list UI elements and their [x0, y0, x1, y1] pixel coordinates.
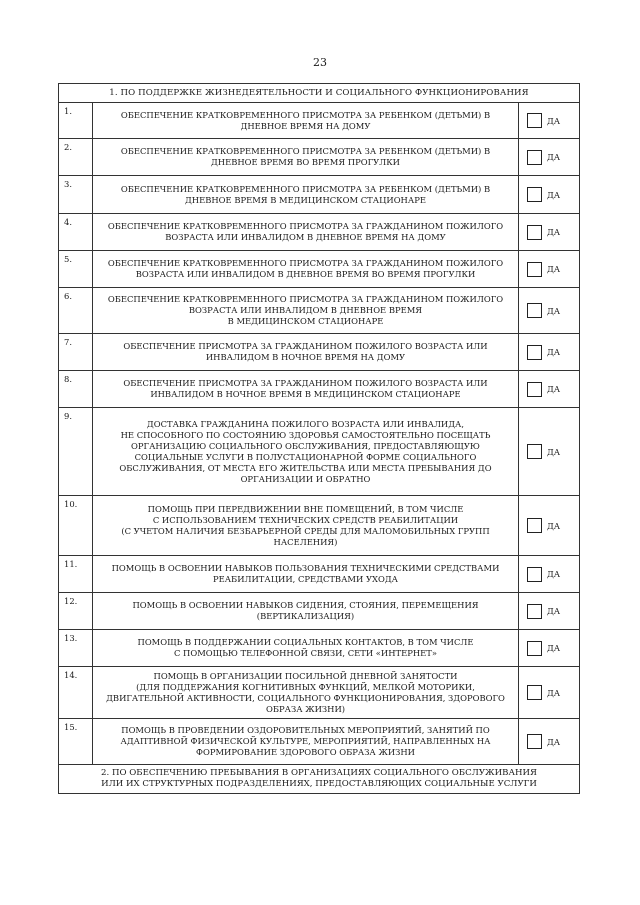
service-description	[93, 103, 519, 138]
description-line: ОБЕСПЕЧЕНИЕ ПРИСМОТРА ЗА ГРАЖДАНИНОМ ПОЖИЛОГО ВОЗРАСТА ИЛИ	[123, 378, 488, 388]
yes-option	[519, 251, 579, 287]
yes-checkbox[interactable]	[527, 685, 542, 700]
yes-checkbox[interactable]	[527, 113, 542, 128]
description-line: (ДЛЯ ПОДДЕРЖАНИЯ КОГНИТИВНЫХ ФУНКЦИЙ, МЕЛКОЙ МОТОРИКИ,	[136, 681, 475, 692]
service-description	[93, 667, 519, 718]
service-description	[93, 214, 519, 250]
service-row	[59, 593, 579, 630]
service-row	[59, 371, 579, 408]
yes-checkbox[interactable]	[527, 604, 542, 619]
yes-checkbox[interactable]	[527, 641, 542, 656]
yes-option	[519, 103, 579, 138]
description-line: С ПОМОЩЬЮ ТЕЛЕФОННОЙ СВЯЗИ, СЕТИ «ИНТЕРНЕТ»	[173, 648, 438, 658]
yes-label: ДА	[547, 606, 561, 616]
description-line: ОБЕСПЕЧЕНИЕ КРАТКОВРЕМЕННОГО ПРИСМОТРА ЗА ГРАЖДАНИНОМ ПОЖИЛОГО	[107, 258, 504, 268]
description-line: ПОМОЩЬ В ПРОВЕДЕНИИ ОЗДОРОВИТЕЛЬНЫХ МЕРОПРИЯТИЙ, ЗАНЯТИЙ ПО	[121, 725, 490, 735]
row-number: 7.	[59, 334, 93, 370]
yes-option	[519, 496, 579, 555]
description-line: ДОСТАВКА ГРАЖДАНИНА ПОЖИЛОГО ВОЗРАСТА ИЛИ ИНВАЛИДА,	[146, 418, 465, 429]
description-line: ИНВАЛИДОМ В НОЧНОЕ ВРЕМЯ НА ДОМУ	[205, 352, 406, 362]
section-2-title-line: 2. ПО ОБЕСПЕЧЕНИЮ ПРЕБЫВАНИЯ В ОРГАНИЗАЦИЯХ СОЦИАЛЬНОГО ОБСЛУЖИВАНИЯ	[101, 768, 537, 778]
yes-label: ДА	[547, 189, 561, 200]
service-description	[93, 251, 519, 287]
row-number: 3.	[59, 176, 93, 213]
row-number: 11.	[59, 556, 93, 592]
yes-checkbox[interactable]	[527, 262, 542, 277]
yes-option	[519, 334, 579, 370]
service-description	[93, 556, 519, 592]
description-line: ОБЕСПЕЧЕНИЕ КРАТКОВРЕМЕННОГО ПРИСМОТРА ЗА ГРАЖДАНИНОМ ПОЖИЛОГО	[107, 294, 504, 304]
row-number: 12.	[59, 593, 93, 629]
description-line: ДВИГАТЕЛЬНОЙ АКТИВНОСТИ, СОЦИАЛЬНОГО ФУНКЦИОНИРОВАНИЯ, ЗДОРОВОГО	[106, 692, 505, 703]
yes-checkbox[interactable]	[527, 150, 542, 165]
yes-checkbox[interactable]	[527, 518, 542, 533]
service-row	[59, 496, 579, 556]
service-row	[59, 288, 579, 334]
description-line: ДНЕВНОЕ ВРЕМЯ ВО ВРЕМЯ ПРОГУЛКИ	[210, 157, 400, 167]
yes-label: ДА	[547, 347, 561, 357]
service-description	[93, 496, 519, 555]
description-line: ВОЗРАСТА ИЛИ ИНВАЛИДОМ В ДНЕВНОЕ ВРЕМЯ НА ДОМУ	[165, 232, 446, 242]
row-number: 8.	[59, 371, 93, 407]
row-number: 6.	[59, 288, 93, 333]
service-description	[93, 334, 519, 370]
description-line: НЕ СПОСОБНОГО ПО СОСТОЯНИЮ ЗДОРОВЬЯ САМОСТОЯТЕЛЬНО ПОСЕЩАТЬ	[120, 429, 491, 440]
service-description	[93, 408, 519, 495]
yes-checkbox[interactable]	[527, 567, 542, 582]
yes-label: ДА	[547, 446, 561, 457]
description-line: ОБЕСПЕЧЕНИЕ ПРИСМОТРА ЗА ГРАЖДАНИНОМ ПОЖИЛОГО ВОЗРАСТА ИЛИ	[123, 341, 488, 351]
row-number: 9.	[59, 408, 93, 495]
yes-label: ДА	[547, 520, 561, 531]
description-line: ПОМОЩЬ В ОСВОЕНИИ НАВЫКОВ ПОЛЬЗОВАНИЯ ТЕХНИЧЕСКИМИ СРЕДСТВАМИ	[111, 563, 500, 573]
yes-label: ДА	[547, 115, 561, 126]
yes-label: ДА	[547, 264, 561, 274]
yes-option	[519, 176, 579, 213]
row-number: 1.	[59, 103, 93, 138]
service-description	[93, 176, 519, 213]
description-line: ВОЗРАСТА ИЛИ ИНВАЛИДОМ В ДНЕВНОЕ ВРЕМЯ	[188, 305, 423, 315]
yes-checkbox[interactable]	[527, 187, 542, 202]
row-number: 13.	[59, 630, 93, 666]
row-number: 5.	[59, 251, 93, 287]
section-1-title: 1. ПО ПОДДЕРЖКЕ ЖИЗНЕДЕЯТЕЛЬНОСТИ И СОЦИАЛЬНОГО ФУНКЦИОНИРОВАНИЯ	[59, 84, 579, 103]
section-2-title-line: ИЛИ ИХ СТРУКТУРНЫХ ПОДРАЗДЕЛЕНИЯХ, ПРЕДОСТАВЛЯЮЩИХ СОЦИАЛЬНЫЕ УСЛУГИ	[101, 779, 537, 789]
description-line: (ВЕРТИКАЛИЗАЦИЯ)	[256, 611, 355, 621]
service-description	[93, 630, 519, 666]
service-row	[59, 139, 579, 176]
service-description	[93, 593, 519, 629]
description-line: ОБЕСПЕЧЕНИЕ КРАТКОВРЕМЕННОГО ПРИСМОТРА ЗА ГРАЖДАНИНОМ ПОЖИЛОГО	[107, 221, 504, 231]
yes-checkbox[interactable]	[527, 303, 542, 318]
description-line: СОЦИАЛЬНЫЕ УСЛУГИ В ПОЛУСТАЦИОНАРНОЙ ФОРМЕ СОЦИАЛЬНОГО	[134, 451, 477, 462]
yes-label: ДА	[547, 736, 561, 747]
description-line: ОБЕСПЕЧЕНИЕ КРАТКОВРЕМЕННОГО ПРИСМОТРА ЗА РЕБЕНКОМ (ДЕТЬМИ) В	[120, 183, 491, 194]
yes-checkbox[interactable]	[527, 345, 542, 360]
description-line: НАСЕЛЕНИЯ)	[273, 536, 338, 547]
yes-checkbox[interactable]	[527, 734, 542, 749]
description-line: ОРГАНИЗАЦИИ И ОБРАТНО	[240, 473, 371, 484]
section-2-title	[59, 765, 579, 793]
yes-label: ДА	[547, 384, 561, 394]
description-line: ИНВАЛИДОМ В НОЧНОЕ ВРЕМЯ В МЕДИЦИНСКОМ СТАЦИОНАРЕ	[150, 389, 461, 399]
description-line: С ИСПОЛЬЗОВАНИЕМ ТЕХНИЧЕСКИХ СРЕДСТВ РЕАБИЛИТАЦИИ	[152, 514, 459, 525]
description-line: ОРГАНИЗАЦИЮ СОЦИАЛЬНОГО ОБСЛУЖИВАНИЯ, ПРЕДОСТАВЛЯЮЩУЮ	[131, 440, 480, 451]
yes-label: ДА	[547, 227, 561, 237]
yes-option	[519, 593, 579, 629]
row-number: 10.	[59, 496, 93, 555]
description-line: ПОМОЩЬ В ОСВОЕНИИ НАВЫКОВ СИДЕНИЯ, СТОЯНИЯ, ПЕРЕМЕЩЕНИЯ	[132, 600, 479, 610]
service-row	[59, 719, 579, 765]
service-row	[59, 334, 579, 371]
yes-option	[519, 556, 579, 592]
service-description	[93, 371, 519, 407]
description-line: ОБРАЗА ЖИЗНИ)	[265, 703, 346, 714]
service-row	[59, 251, 579, 288]
service-row	[59, 103, 579, 139]
yes-option	[519, 667, 579, 718]
description-line: В МЕДИЦИНСКОМ СТАЦИОНАРЕ	[227, 316, 384, 326]
description-line: ПОМОЩЬ ПРИ ПЕРЕДВИЖЕНИИ ВНЕ ПОМЕЩЕНИЙ, В ТОМ ЧИСЛЕ	[147, 503, 464, 514]
service-row	[59, 556, 579, 593]
description-line: ДНЕВНОЕ ВРЕМЯ В МЕДИЦИНСКОМ СТАЦИОНАРЕ	[185, 194, 426, 205]
yes-option	[519, 408, 579, 495]
yes-option	[519, 288, 579, 333]
description-line: ОБСЛУЖИВАНИЯ, ОТ МЕСТА ЕГО ЖИТЕЛЬСТВА ИЛИ МЕСТА ПРЕБЫВАНИЯ ДО	[119, 462, 492, 473]
row-number: 4.	[59, 214, 93, 250]
description-line: АДАПТИВНОЙ ФИЗИЧЕСКОЙ КУЛЬТУРЕ, МЕРОПРИЯТИЙ, НАПРАВЛЕННЫХ НА	[120, 736, 491, 746]
description-line: ПОМОЩЬ В ОРГАНИЗАЦИИ ПОСИЛЬНОЙ ДНЕВНОЙ ЗАНЯТОСТИ	[153, 670, 458, 681]
service-list	[59, 103, 579, 765]
description-line: ОБЕСПЕЧЕНИЕ КРАТКОВРЕМЕННОГО ПРИСМОТРА ЗА РЕБЕНКОМ (ДЕТЬМИ) В	[120, 109, 491, 120]
service-row	[59, 408, 579, 496]
service-description	[93, 719, 519, 764]
description-line: РЕАБИЛИТАЦИИ, СРЕДСТВАМИ УХОДА	[212, 574, 399, 584]
description-line: ПОМОЩЬ В ПОДДЕРЖАНИИ СОЦИАЛЬНЫХ КОНТАКТОВ, В ТОМ ЧИСЛЕ	[137, 637, 474, 647]
yes-option	[519, 630, 579, 666]
description-line: (С УЧЕТОМ НАЛИЧИЯ БЕЗБАРЬЕРНОЙ СРЕДЫ ДЛЯ МАЛОМОБИЛЬНЫХ ГРУПП	[121, 525, 490, 536]
yes-label: ДА	[547, 643, 561, 653]
description-line: ДНЕВНОЕ ВРЕМЯ НА ДОМУ	[240, 120, 371, 131]
description-line: ФОРМИРОВАНИЕ ЗДОРОВОГО ОБРАЗА ЖИЗНИ	[196, 747, 415, 757]
page-number: 23	[313, 56, 327, 69]
description-line: ОБЕСПЕЧЕНИЕ КРАТКОВРЕМЕННОГО ПРИСМОТРА ЗА РЕБЕНКОМ (ДЕТЬМИ) В	[120, 146, 491, 156]
yes-option	[519, 139, 579, 175]
row-number: 15.	[59, 719, 93, 764]
description-line: ВОЗРАСТА ИЛИ ИНВАЛИДОМ В ДНЕВНОЕ ВРЕМЯ ВО ВРЕМЯ ПРОГУЛКИ	[135, 269, 476, 279]
services-form	[58, 83, 580, 794]
service-row	[59, 214, 579, 251]
service-row	[59, 667, 579, 719]
yes-checkbox[interactable]	[527, 225, 542, 240]
yes-label: ДА	[547, 569, 561, 579]
service-row	[59, 176, 579, 214]
yes-label: ДА	[547, 305, 561, 316]
service-description	[93, 139, 519, 175]
service-row	[59, 630, 579, 667]
service-description	[93, 288, 519, 333]
row-number: 14.	[59, 667, 93, 718]
yes-option	[519, 371, 579, 407]
yes-label: ДА	[547, 687, 561, 698]
row-number: 2.	[59, 139, 93, 175]
yes-checkbox[interactable]	[527, 444, 542, 459]
yes-option	[519, 719, 579, 764]
yes-label: ДА	[547, 152, 561, 162]
yes-checkbox[interactable]	[527, 382, 542, 397]
yes-option	[519, 214, 579, 250]
